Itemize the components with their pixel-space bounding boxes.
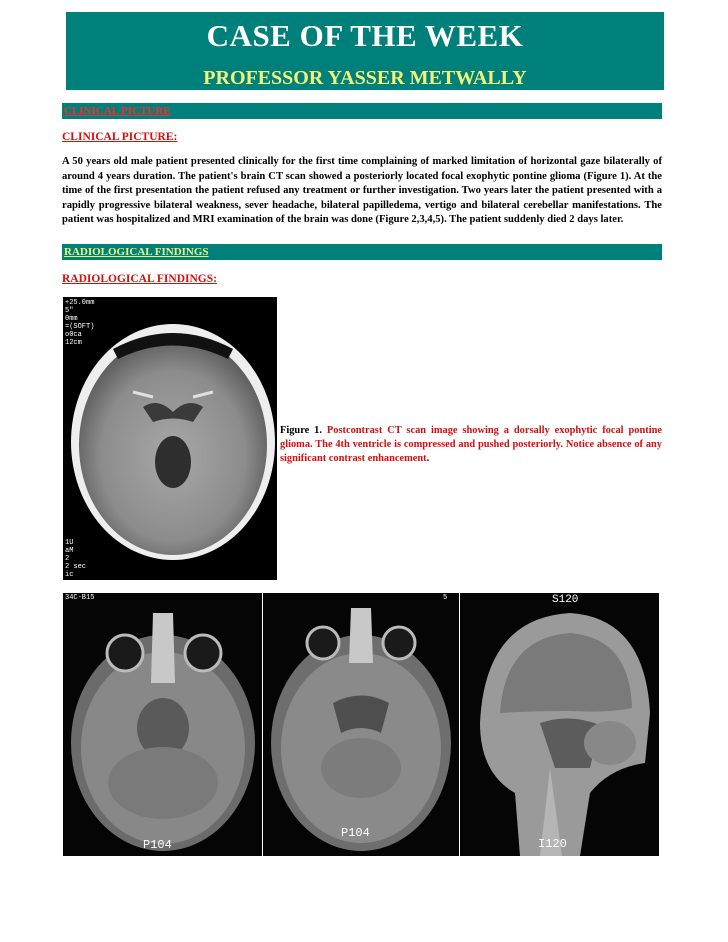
title-banner <box>66 12 664 90</box>
clinical-subheading: CLINICAL PICTURE: <box>62 131 178 143</box>
clinical-section-label: CLINICAL PICTURE <box>64 105 171 117</box>
mri1-label-bottom: P104 <box>143 838 172 852</box>
mri2-label-top: 5 <box>443 594 448 602</box>
mri-sagittal-graphic <box>460 593 659 856</box>
mri-sagittal-image <box>460 593 659 856</box>
mri1-label-top: 34C-B15 <box>65 594 95 602</box>
radiology-section-label: RADIOLOGICAL FINDINGS <box>64 246 209 258</box>
author-name: PROFESSOR YASSER METWALLY <box>203 67 527 89</box>
mri3-label-top: S120 <box>552 594 579 606</box>
mri-axial-image-1 <box>63 593 262 856</box>
ct-scan-image <box>63 297 277 580</box>
figure1-caption-end: . <box>426 453 430 464</box>
ct-scan-graphic <box>63 297 277 580</box>
ct-overlay-bottom: 1U aM 2 2 sec ic <box>65 539 87 579</box>
mri3-label-bottom: I120 <box>538 837 567 851</box>
ct-overlay-top: +25.0mm 5" 0mm =(SOFT) o0ca 12cm <box>65 299 95 347</box>
figure1-label: Figure 1. <box>280 425 322 436</box>
page-title: CASE OF THE WEEK <box>206 18 524 53</box>
mri-axial-graphic-1 <box>63 593 262 856</box>
figure1-caption-text: Postcontrast CT scan image showing a dorsally exophytic focal pontine glioma. The 4th ventricle is compressed and pushed posteriorly. Notice absence of any significant contrast enhancement <box>280 425 662 464</box>
radiology-section-bar <box>62 244 662 260</box>
clinical-paragraph: A 50 years old male patient presented clinically for the first time complaining of marked limitation of horizontal gaze bilaterally of around 4 years duration. The patient's brain CT scan showed a posteriorly located focal exophytic pontine glioma (Figure 1). At the time of the first presentation the patient refused any treatment or further investigation. Two years later the patient presented with a rapidly progressive bilateral weakness, sever headache, bilateral papilledema, vertigo and bilateral cerebellar manifestations. The patient was hospitalized and MRI examination of the brain was done (Figure 2,3,4,5). The patient suddenly died 2 days later. <box>62 156 662 226</box>
mri-axial-image-2 <box>263 593 459 856</box>
mri-axial-graphic-2 <box>263 593 459 856</box>
clinical-section-bar <box>62 103 662 119</box>
figure1-caption <box>280 424 662 466</box>
mri2-label-bottom: P104 <box>341 826 370 840</box>
radiology-subheading: RADIOLOGICAL FINDINGS: <box>62 273 217 285</box>
